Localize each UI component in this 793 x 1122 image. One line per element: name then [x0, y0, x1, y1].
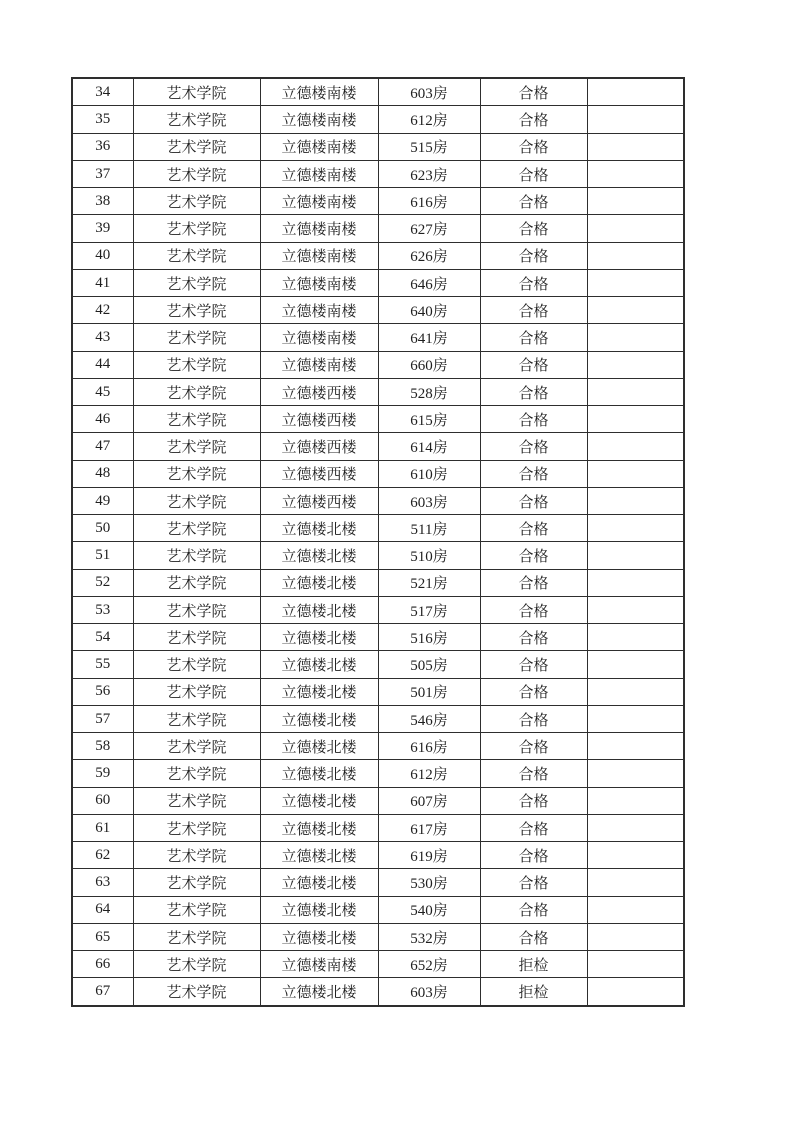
room-cell: 612房 — [378, 760, 480, 787]
result-cell: 合格 — [480, 242, 587, 269]
row-number-cell: 41 — [72, 269, 133, 296]
table-row — [72, 378, 684, 405]
table-row — [72, 433, 684, 460]
table-row — [72, 842, 684, 869]
result-cell: 合格 — [480, 106, 587, 133]
college-cell: 艺术学院 — [133, 705, 260, 732]
college-cell: 艺术学院 — [133, 460, 260, 487]
building-cell: 立德楼南楼 — [260, 351, 378, 378]
row-number-cell: 36 — [72, 133, 133, 160]
note-cell — [587, 651, 684, 678]
note-cell — [587, 378, 684, 405]
building-cell: 立德楼北楼 — [260, 896, 378, 923]
table-row — [72, 515, 684, 542]
college-cell: 艺术学院 — [133, 269, 260, 296]
college-cell: 艺术学院 — [133, 215, 260, 242]
room-cell: 603房 — [378, 978, 480, 1006]
result-cell: 合格 — [480, 269, 587, 296]
building-cell: 立德楼南楼 — [260, 78, 378, 106]
room-cell: 627房 — [378, 215, 480, 242]
result-cell: 合格 — [480, 705, 587, 732]
table-row — [72, 596, 684, 623]
row-number-cell: 45 — [72, 378, 133, 405]
note-cell — [587, 324, 684, 351]
college-cell: 艺术学院 — [133, 651, 260, 678]
table-row — [72, 651, 684, 678]
note-cell — [587, 542, 684, 569]
result-cell: 合格 — [480, 487, 587, 514]
result-cell: 拒检 — [480, 978, 587, 1006]
result-cell: 合格 — [480, 78, 587, 106]
college-cell: 艺术学院 — [133, 787, 260, 814]
building-cell: 立德楼南楼 — [260, 133, 378, 160]
note-cell — [587, 460, 684, 487]
note-cell — [587, 160, 684, 187]
row-number-cell: 48 — [72, 460, 133, 487]
building-cell: 立德楼北楼 — [260, 515, 378, 542]
table-row — [72, 787, 684, 814]
row-number-cell: 52 — [72, 569, 133, 596]
table-row — [72, 869, 684, 896]
result-cell: 合格 — [480, 324, 587, 351]
note-cell — [587, 705, 684, 732]
note-cell — [587, 951, 684, 978]
result-cell: 合格 — [480, 624, 587, 651]
room-cell: 515房 — [378, 133, 480, 160]
room-cell: 610房 — [378, 460, 480, 487]
room-cell: 616房 — [378, 733, 480, 760]
college-cell: 艺术学院 — [133, 624, 260, 651]
result-cell: 合格 — [480, 215, 587, 242]
row-number-cell: 50 — [72, 515, 133, 542]
college-cell: 艺术学院 — [133, 242, 260, 269]
table-row — [72, 951, 684, 978]
result-cell: 合格 — [480, 133, 587, 160]
room-cell: 619房 — [378, 842, 480, 869]
college-cell: 艺术学院 — [133, 515, 260, 542]
building-cell: 立德楼南楼 — [260, 951, 378, 978]
note-cell — [587, 269, 684, 296]
room-cell: 516房 — [378, 624, 480, 651]
result-cell: 合格 — [480, 460, 587, 487]
college-cell: 艺术学院 — [133, 596, 260, 623]
result-cell: 合格 — [480, 678, 587, 705]
result-cell: 拒检 — [480, 951, 587, 978]
row-number-cell: 40 — [72, 242, 133, 269]
college-cell: 艺术学院 — [133, 133, 260, 160]
table-row — [72, 269, 684, 296]
room-cell: 510房 — [378, 542, 480, 569]
row-number-cell: 62 — [72, 842, 133, 869]
note-cell — [587, 78, 684, 106]
room-cell: 646房 — [378, 269, 480, 296]
note-cell — [587, 406, 684, 433]
building-cell: 立德楼北楼 — [260, 869, 378, 896]
college-cell: 艺术学院 — [133, 433, 260, 460]
note-cell — [587, 487, 684, 514]
table-row — [72, 406, 684, 433]
room-cell: 660房 — [378, 351, 480, 378]
table-row — [72, 133, 684, 160]
row-number-cell: 35 — [72, 106, 133, 133]
table-row — [72, 188, 684, 215]
room-cell: 511房 — [378, 515, 480, 542]
building-cell: 立德楼西楼 — [260, 433, 378, 460]
row-number-cell: 57 — [72, 705, 133, 732]
room-cell: 615房 — [378, 406, 480, 433]
row-number-cell: 66 — [72, 951, 133, 978]
row-number-cell: 38 — [72, 188, 133, 215]
result-cell: 合格 — [480, 923, 587, 950]
table-row — [72, 324, 684, 351]
result-cell: 合格 — [480, 515, 587, 542]
result-cell: 合格 — [480, 351, 587, 378]
note-cell — [587, 242, 684, 269]
table-row — [72, 215, 684, 242]
result-cell: 合格 — [480, 160, 587, 187]
building-cell: 立德楼南楼 — [260, 324, 378, 351]
row-number-cell: 56 — [72, 678, 133, 705]
note-cell — [587, 106, 684, 133]
college-cell: 艺术学院 — [133, 569, 260, 596]
college-cell: 艺术学院 — [133, 542, 260, 569]
note-cell — [587, 297, 684, 324]
note-cell — [587, 596, 684, 623]
result-cell: 合格 — [480, 896, 587, 923]
building-cell: 立德楼南楼 — [260, 106, 378, 133]
note-cell — [587, 760, 684, 787]
building-cell: 立德楼北楼 — [260, 842, 378, 869]
result-cell: 合格 — [480, 297, 587, 324]
table-row — [72, 760, 684, 787]
college-cell: 艺术学院 — [133, 678, 260, 705]
row-number-cell: 65 — [72, 923, 133, 950]
room-cell: 623房 — [378, 160, 480, 187]
row-number-cell: 42 — [72, 297, 133, 324]
row-number-cell: 34 — [72, 78, 133, 106]
row-number-cell: 51 — [72, 542, 133, 569]
building-cell: 立德楼北楼 — [260, 787, 378, 814]
college-cell: 艺术学院 — [133, 406, 260, 433]
result-cell: 合格 — [480, 406, 587, 433]
row-number-cell: 47 — [72, 433, 133, 460]
room-cell: 546房 — [378, 705, 480, 732]
table-row — [72, 106, 684, 133]
room-cell: 528房 — [378, 378, 480, 405]
room-cell: 612房 — [378, 106, 480, 133]
table-row — [72, 569, 684, 596]
building-cell: 立德楼北楼 — [260, 678, 378, 705]
room-cell: 614房 — [378, 433, 480, 460]
building-cell: 立德楼西楼 — [260, 487, 378, 514]
building-cell: 立德楼西楼 — [260, 378, 378, 405]
room-cell: 530房 — [378, 869, 480, 896]
table-row — [72, 160, 684, 187]
table-row — [72, 923, 684, 950]
note-cell — [587, 733, 684, 760]
row-number-cell: 60 — [72, 787, 133, 814]
row-number-cell: 53 — [72, 596, 133, 623]
row-number-cell: 54 — [72, 624, 133, 651]
result-cell: 合格 — [480, 842, 587, 869]
note-cell — [587, 188, 684, 215]
note-cell — [587, 869, 684, 896]
row-number-cell: 64 — [72, 896, 133, 923]
table-row — [72, 624, 684, 651]
table-row — [72, 242, 684, 269]
building-cell: 立德楼南楼 — [260, 188, 378, 215]
row-number-cell: 59 — [72, 760, 133, 787]
building-cell: 立德楼南楼 — [260, 297, 378, 324]
room-cell: 532房 — [378, 923, 480, 950]
building-cell: 立德楼北楼 — [260, 596, 378, 623]
row-number-cell: 63 — [72, 869, 133, 896]
college-cell: 艺术学院 — [133, 842, 260, 869]
result-cell: 合格 — [480, 814, 587, 841]
building-cell: 立德楼北楼 — [260, 569, 378, 596]
college-cell: 艺术学院 — [133, 923, 260, 950]
building-cell: 立德楼西楼 — [260, 460, 378, 487]
room-cell: 652房 — [378, 951, 480, 978]
room-cell: 617房 — [378, 814, 480, 841]
college-cell: 艺术学院 — [133, 869, 260, 896]
note-cell — [587, 433, 684, 460]
building-cell: 立德楼南楼 — [260, 242, 378, 269]
college-cell: 艺术学院 — [133, 760, 260, 787]
note-cell — [587, 569, 684, 596]
result-cell: 合格 — [480, 378, 587, 405]
note-cell — [587, 978, 684, 1006]
building-cell: 立德楼北楼 — [260, 624, 378, 651]
room-cell: 607房 — [378, 787, 480, 814]
result-cell: 合格 — [480, 760, 587, 787]
college-cell: 艺术学院 — [133, 733, 260, 760]
building-cell: 立德楼南楼 — [260, 215, 378, 242]
table-row — [72, 460, 684, 487]
note-cell — [587, 787, 684, 814]
result-cell: 合格 — [480, 787, 587, 814]
result-cell: 合格 — [480, 188, 587, 215]
note-cell — [587, 515, 684, 542]
college-cell: 艺术学院 — [133, 297, 260, 324]
table-row — [72, 78, 684, 106]
college-cell: 艺术学院 — [133, 324, 260, 351]
table-row — [72, 896, 684, 923]
building-cell: 立德楼西楼 — [260, 406, 378, 433]
note-cell — [587, 133, 684, 160]
result-cell: 合格 — [480, 596, 587, 623]
row-number-cell: 49 — [72, 487, 133, 514]
table-row — [72, 487, 684, 514]
table-row — [72, 297, 684, 324]
note-cell — [587, 814, 684, 841]
note-cell — [587, 923, 684, 950]
result-cell: 合格 — [480, 569, 587, 596]
room-cell: 521房 — [378, 569, 480, 596]
result-cell: 合格 — [480, 869, 587, 896]
room-cell: 540房 — [378, 896, 480, 923]
row-number-cell: 55 — [72, 651, 133, 678]
note-cell — [587, 351, 684, 378]
building-cell: 立德楼北楼 — [260, 978, 378, 1006]
note-cell — [587, 624, 684, 651]
row-number-cell: 46 — [72, 406, 133, 433]
inspection-table-body — [72, 78, 684, 1006]
note-cell — [587, 842, 684, 869]
building-cell: 立德楼北楼 — [260, 733, 378, 760]
table-row — [72, 733, 684, 760]
room-cell: 641房 — [378, 324, 480, 351]
row-number-cell: 67 — [72, 978, 133, 1006]
room-cell: 603房 — [378, 78, 480, 106]
room-cell: 505房 — [378, 651, 480, 678]
table-row — [72, 705, 684, 732]
note-cell — [587, 215, 684, 242]
building-cell: 立德楼南楼 — [260, 269, 378, 296]
college-cell: 艺术学院 — [133, 896, 260, 923]
room-cell: 616房 — [378, 188, 480, 215]
result-cell: 合格 — [480, 433, 587, 460]
row-number-cell: 44 — [72, 351, 133, 378]
college-cell: 艺术学院 — [133, 106, 260, 133]
building-cell: 立德楼北楼 — [260, 923, 378, 950]
building-cell: 立德楼北楼 — [260, 651, 378, 678]
college-cell: 艺术学院 — [133, 78, 260, 106]
building-cell: 立德楼北楼 — [260, 705, 378, 732]
note-cell — [587, 678, 684, 705]
college-cell: 艺术学院 — [133, 378, 260, 405]
college-cell: 艺术学院 — [133, 351, 260, 378]
row-number-cell: 58 — [72, 733, 133, 760]
building-cell: 立德楼南楼 — [260, 160, 378, 187]
row-number-cell: 43 — [72, 324, 133, 351]
college-cell: 艺术学院 — [133, 951, 260, 978]
result-cell: 合格 — [480, 733, 587, 760]
room-cell: 603房 — [378, 487, 480, 514]
table-row — [72, 978, 684, 1006]
room-cell: 517房 — [378, 596, 480, 623]
table-row — [72, 542, 684, 569]
room-cell: 501房 — [378, 678, 480, 705]
room-cell: 626房 — [378, 242, 480, 269]
inspection-table — [71, 77, 685, 1007]
college-cell: 艺术学院 — [133, 160, 260, 187]
row-number-cell: 61 — [72, 814, 133, 841]
building-cell: 立德楼北楼 — [260, 542, 378, 569]
college-cell: 艺术学院 — [133, 978, 260, 1006]
college-cell: 艺术学院 — [133, 487, 260, 514]
college-cell: 艺术学院 — [133, 814, 260, 841]
note-cell — [587, 896, 684, 923]
table-row — [72, 814, 684, 841]
result-cell: 合格 — [480, 542, 587, 569]
table-row — [72, 678, 684, 705]
building-cell: 立德楼北楼 — [260, 760, 378, 787]
table-row — [72, 351, 684, 378]
row-number-cell: 39 — [72, 215, 133, 242]
result-cell: 合格 — [480, 651, 587, 678]
college-cell: 艺术学院 — [133, 188, 260, 215]
row-number-cell: 37 — [72, 160, 133, 187]
room-cell: 640房 — [378, 297, 480, 324]
building-cell: 立德楼北楼 — [260, 814, 378, 841]
